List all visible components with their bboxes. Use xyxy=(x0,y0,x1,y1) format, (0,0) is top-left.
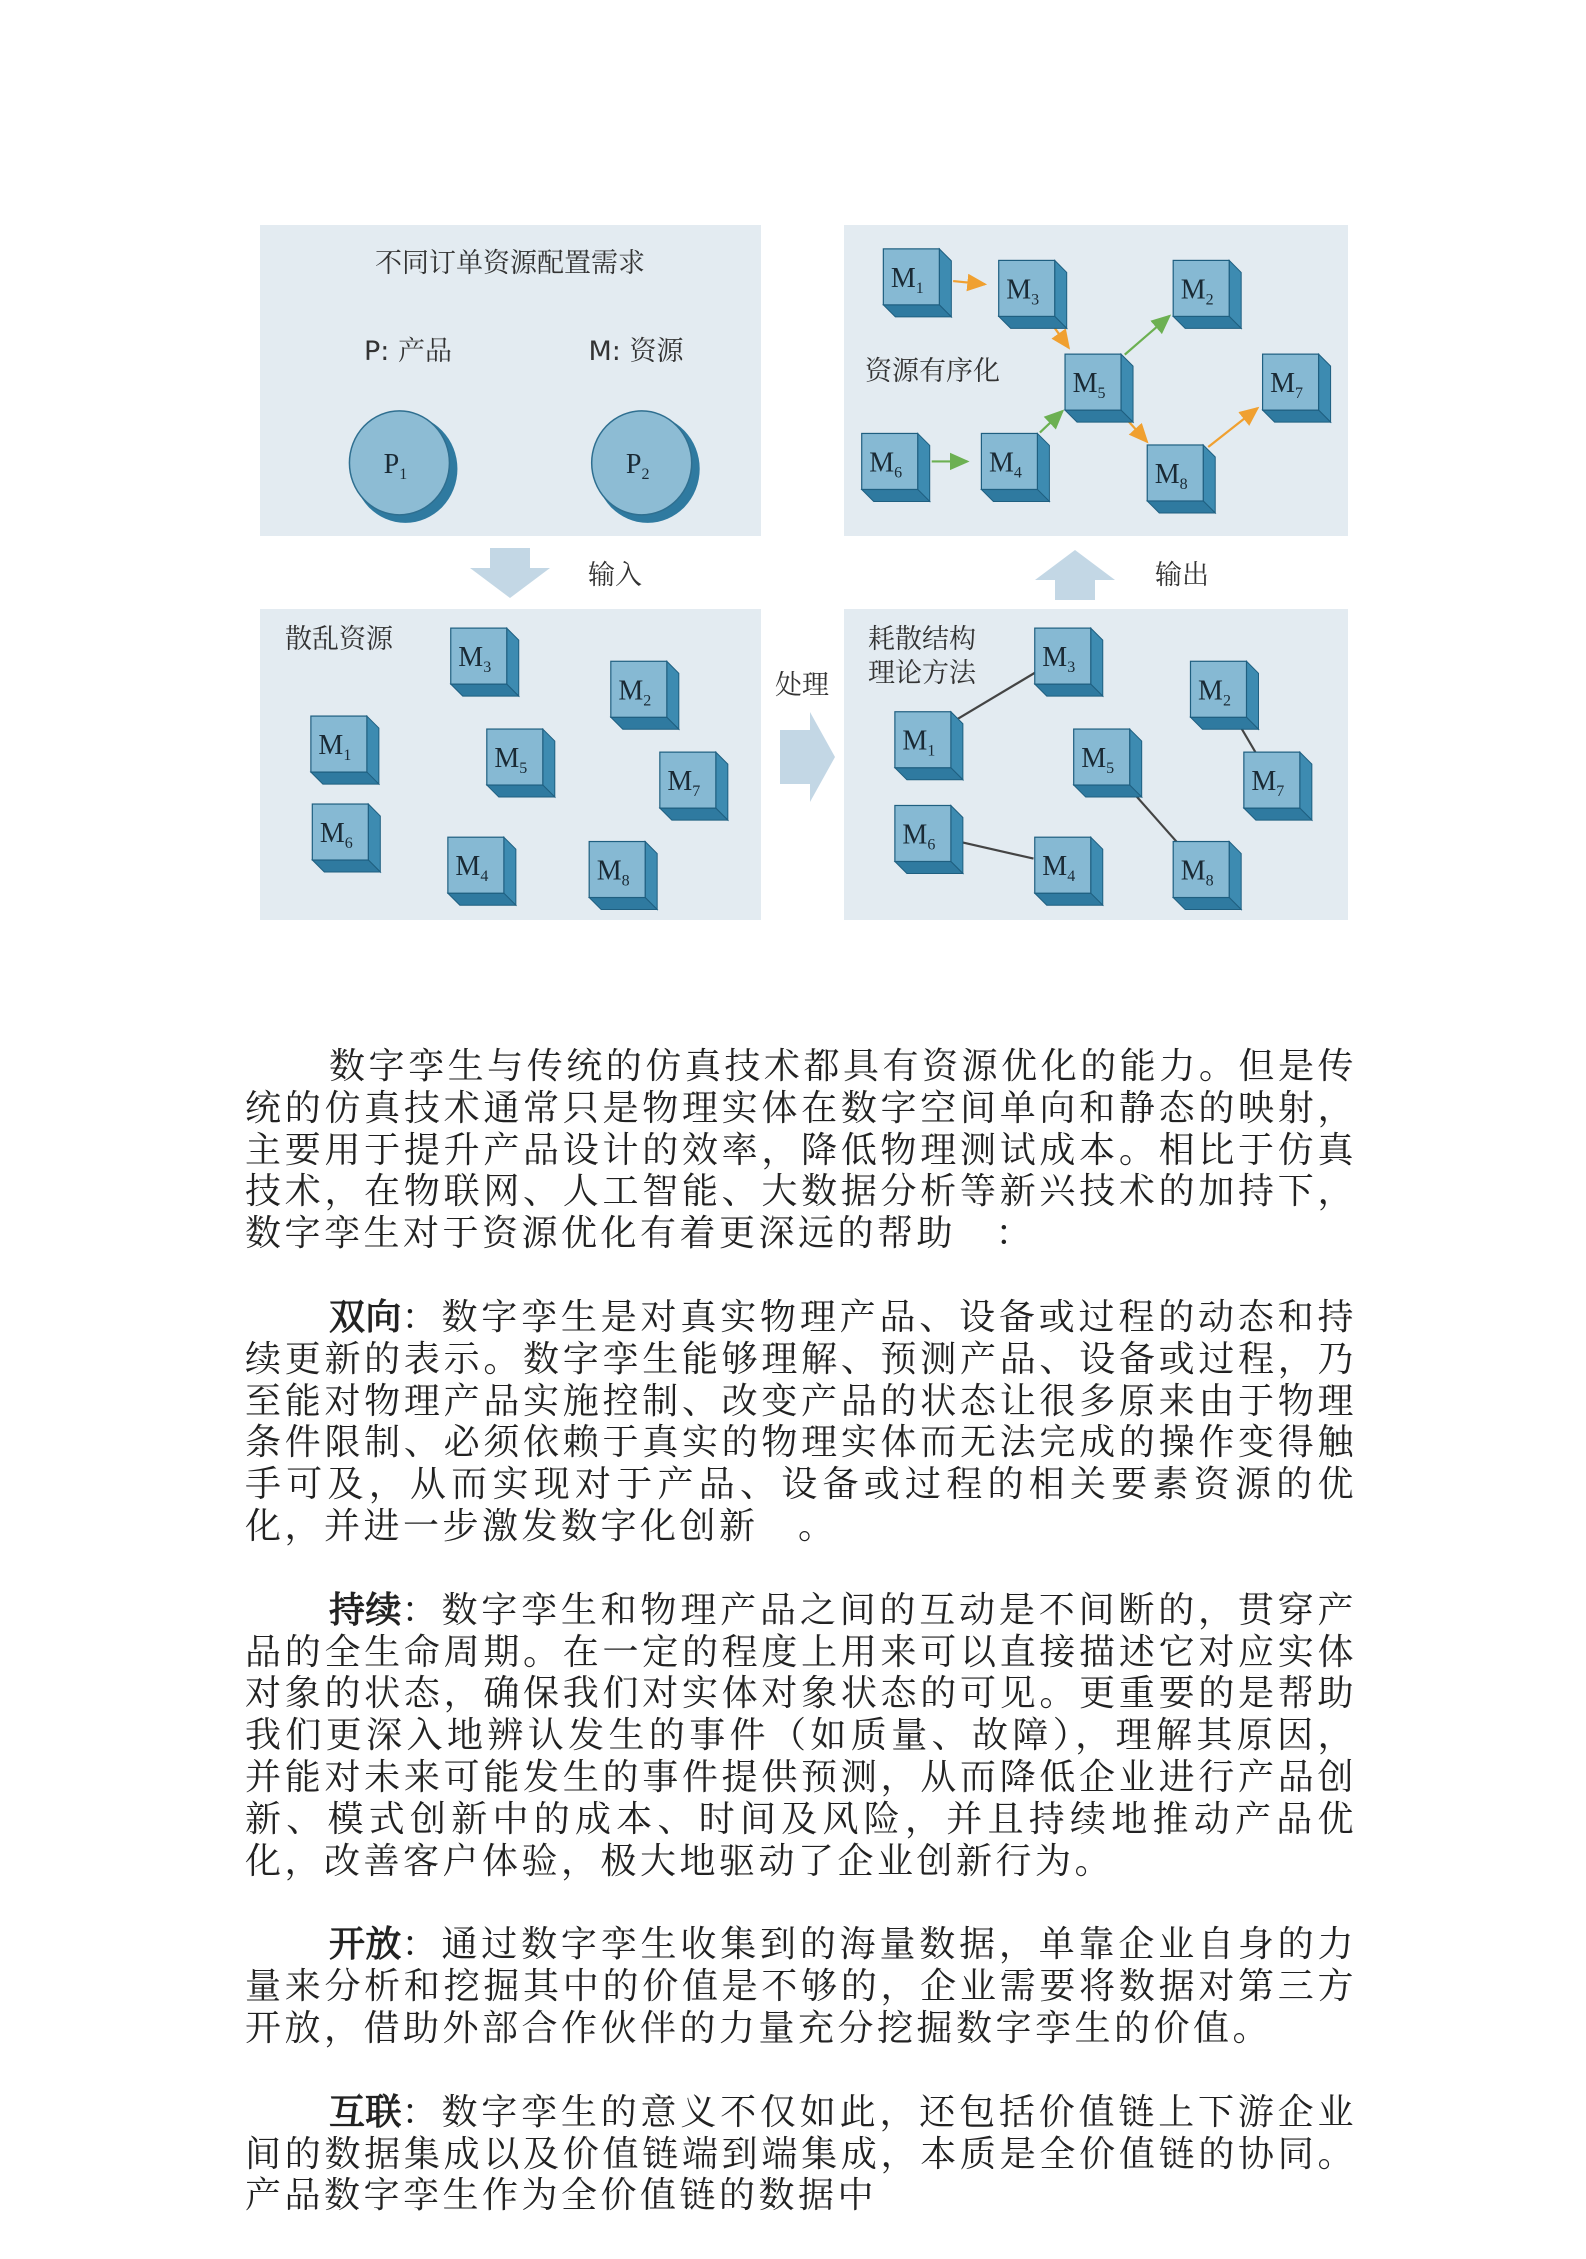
cube-label: $M_2$ xyxy=(618,675,652,710)
cube-label: $M_3$ xyxy=(1042,642,1076,677)
resource-cube-m1 xyxy=(895,712,963,780)
intro-paragraph: 数字孪生与传统的仿真技术都具有资源优化的能力。但是传统的仿真技术通常只是物理实体在数字空间单向和静态的映射，主要用于提升产品设计的效率，降低物理测试成本。相比于仿真技术，在物联网、人工智能、大数据分析等新兴技术的加持下，数字孪生对于资源优化有着更深远的帮助 ： xyxy=(245,1046,1357,1255)
cube-label: $M_6$ xyxy=(902,819,936,854)
cube-label: $M_8$ xyxy=(1180,855,1214,890)
resource-cube-m1 xyxy=(311,716,379,784)
cube-label: $M_8$ xyxy=(596,855,630,890)
resource-cube-m8 xyxy=(589,842,657,910)
cube-label: $M_5$ xyxy=(1072,368,1106,403)
resource-cube-m1 xyxy=(883,249,951,317)
section-term: 互联 xyxy=(329,2091,402,2133)
resource-cube-m4 xyxy=(981,433,1049,501)
cube-label: $M_5$ xyxy=(1081,743,1115,778)
resource-cube-m6 xyxy=(862,433,930,501)
resource-cube-m7 xyxy=(1244,752,1312,820)
order-demand-title: 不同订单资源配置需求 xyxy=(375,248,645,279)
resource-cube-m3 xyxy=(451,628,519,696)
resource-cube-m8 xyxy=(1173,842,1241,910)
section-continuous xyxy=(245,1590,1357,1883)
ordered-resources-label: 资源有序化 xyxy=(865,356,1000,387)
resource-cube-m7 xyxy=(1263,354,1331,422)
cube-label: $M_7$ xyxy=(1270,368,1304,403)
resource-cube-m6 xyxy=(895,805,963,873)
cube-label: $M_4$ xyxy=(1042,851,1076,886)
cube-label: $M_6$ xyxy=(319,818,353,853)
section-text: ：数字孪生和物理产品之间的互动是不间断的，贯穿产品的全生命周期。在一定的程度上用来可以直接描述它对应实体对象的状态，确保我们对实体对象状态的可见。更重要的是帮助我们更深入地辨认发生的事件（如质量、故障），理解其原因，并能对未来可能发生的事件提供预测，从而降低企业进行产品创新、模式创新中的成本、时间及风险，并且持续地推动产品优化，改善客户体验，极大地驱动了企业创新行为。 xyxy=(245,1589,1357,1882)
cube-label: $M_1$ xyxy=(902,725,936,760)
product-label: $P_2$ xyxy=(625,448,650,483)
cube-label: $M_1$ xyxy=(890,262,924,297)
cube-label: $M_2$ xyxy=(1180,274,1214,309)
resource-cube-m5 xyxy=(487,729,555,797)
process-arrow-icon xyxy=(780,712,835,802)
resource-cube-m5 xyxy=(1074,729,1142,797)
cube-label: $M_4$ xyxy=(988,447,1022,482)
input-label: 输入 xyxy=(588,560,642,591)
section-term: 开放 xyxy=(329,1924,402,1966)
cube-label: $M_7$ xyxy=(667,766,701,801)
cube-label: $M_3$ xyxy=(458,642,492,677)
cube-label: $M_1$ xyxy=(318,730,352,765)
resource-cube-m3 xyxy=(999,260,1067,328)
cube-label: $M_5$ xyxy=(494,743,528,778)
product-label: $P_1$ xyxy=(383,448,408,483)
section-interconnected xyxy=(245,2092,1357,2217)
section-text: ：数字孪生是对真实物理产品、设备或过程的动态和持续更新的表示。数字孪生能够理解、预测产品、设备或过程，乃至能对物理产品实施控制、改变产品的状态让很多原来由于物理条件限制、必须依赖于真实的物理实体而无法完成的操作变得触手可及，从而实现对于产品、设备或过程的相关要素资源的优化，并进一步激发数字化创新 。 xyxy=(245,1296,1357,1547)
cube-label: $M_6$ xyxy=(869,447,903,482)
section-open xyxy=(245,1924,1357,2049)
section-term: 双向 xyxy=(329,1296,402,1338)
resource-cube-m4 xyxy=(448,837,516,905)
article-body xyxy=(245,1046,1357,2259)
section-term: 持续 xyxy=(329,1589,402,1631)
cube-label: $M_4$ xyxy=(455,851,489,886)
section-text: ：数字孪生的意义不仅如此，还包括价值链上下游企业间的数据集成以及价值链端到端集成，本质是全价值链的协同。产品数字孪生作为全价值链的数据中 xyxy=(245,2091,1357,2217)
cube-label: $M_7$ xyxy=(1251,766,1285,801)
cube-label: $M_3$ xyxy=(1006,274,1040,309)
output-label: 输出 xyxy=(1155,560,1209,591)
method-label-line1: 耗散结构 xyxy=(868,624,976,655)
process-label: 处理 xyxy=(775,670,829,701)
output-arrow-icon xyxy=(1035,550,1115,600)
resource-cube-m7 xyxy=(660,752,728,820)
resource-cube-m5 xyxy=(1065,354,1133,422)
resource-cube-m8 xyxy=(1147,445,1215,513)
input-arrow-icon xyxy=(470,548,550,598)
legend-product: P: 产品 xyxy=(364,336,452,367)
cube-label: $M_2$ xyxy=(1198,675,1231,710)
resource-cube-m4 xyxy=(1035,837,1103,905)
scattered-resources-label: 散乱资源 xyxy=(285,624,393,655)
section-text: ：通过数字孪生收集到的海量数据，单靠企业自身的力量来分析和挖掘其中的价值是不够的，企业需要将数据对第三方开放，借助外部合作伙伴的力量充分挖掘数字孪生的价值。 xyxy=(245,1924,1357,2049)
resource-cube-m2 xyxy=(1190,661,1258,729)
section-bidirectional xyxy=(245,1297,1357,1548)
method-label-line2: 理论方法 xyxy=(868,658,976,689)
resource-cube-m6 xyxy=(312,804,380,872)
resource-cube-m2 xyxy=(611,661,679,729)
resource-cube-m2 xyxy=(1173,260,1241,328)
resource-optimization-diagram xyxy=(0,0,1586,960)
cube-label: $M_8$ xyxy=(1154,458,1188,493)
legend-resource: M: 资源 xyxy=(588,336,684,367)
resource-cube-m3 xyxy=(1035,628,1103,696)
